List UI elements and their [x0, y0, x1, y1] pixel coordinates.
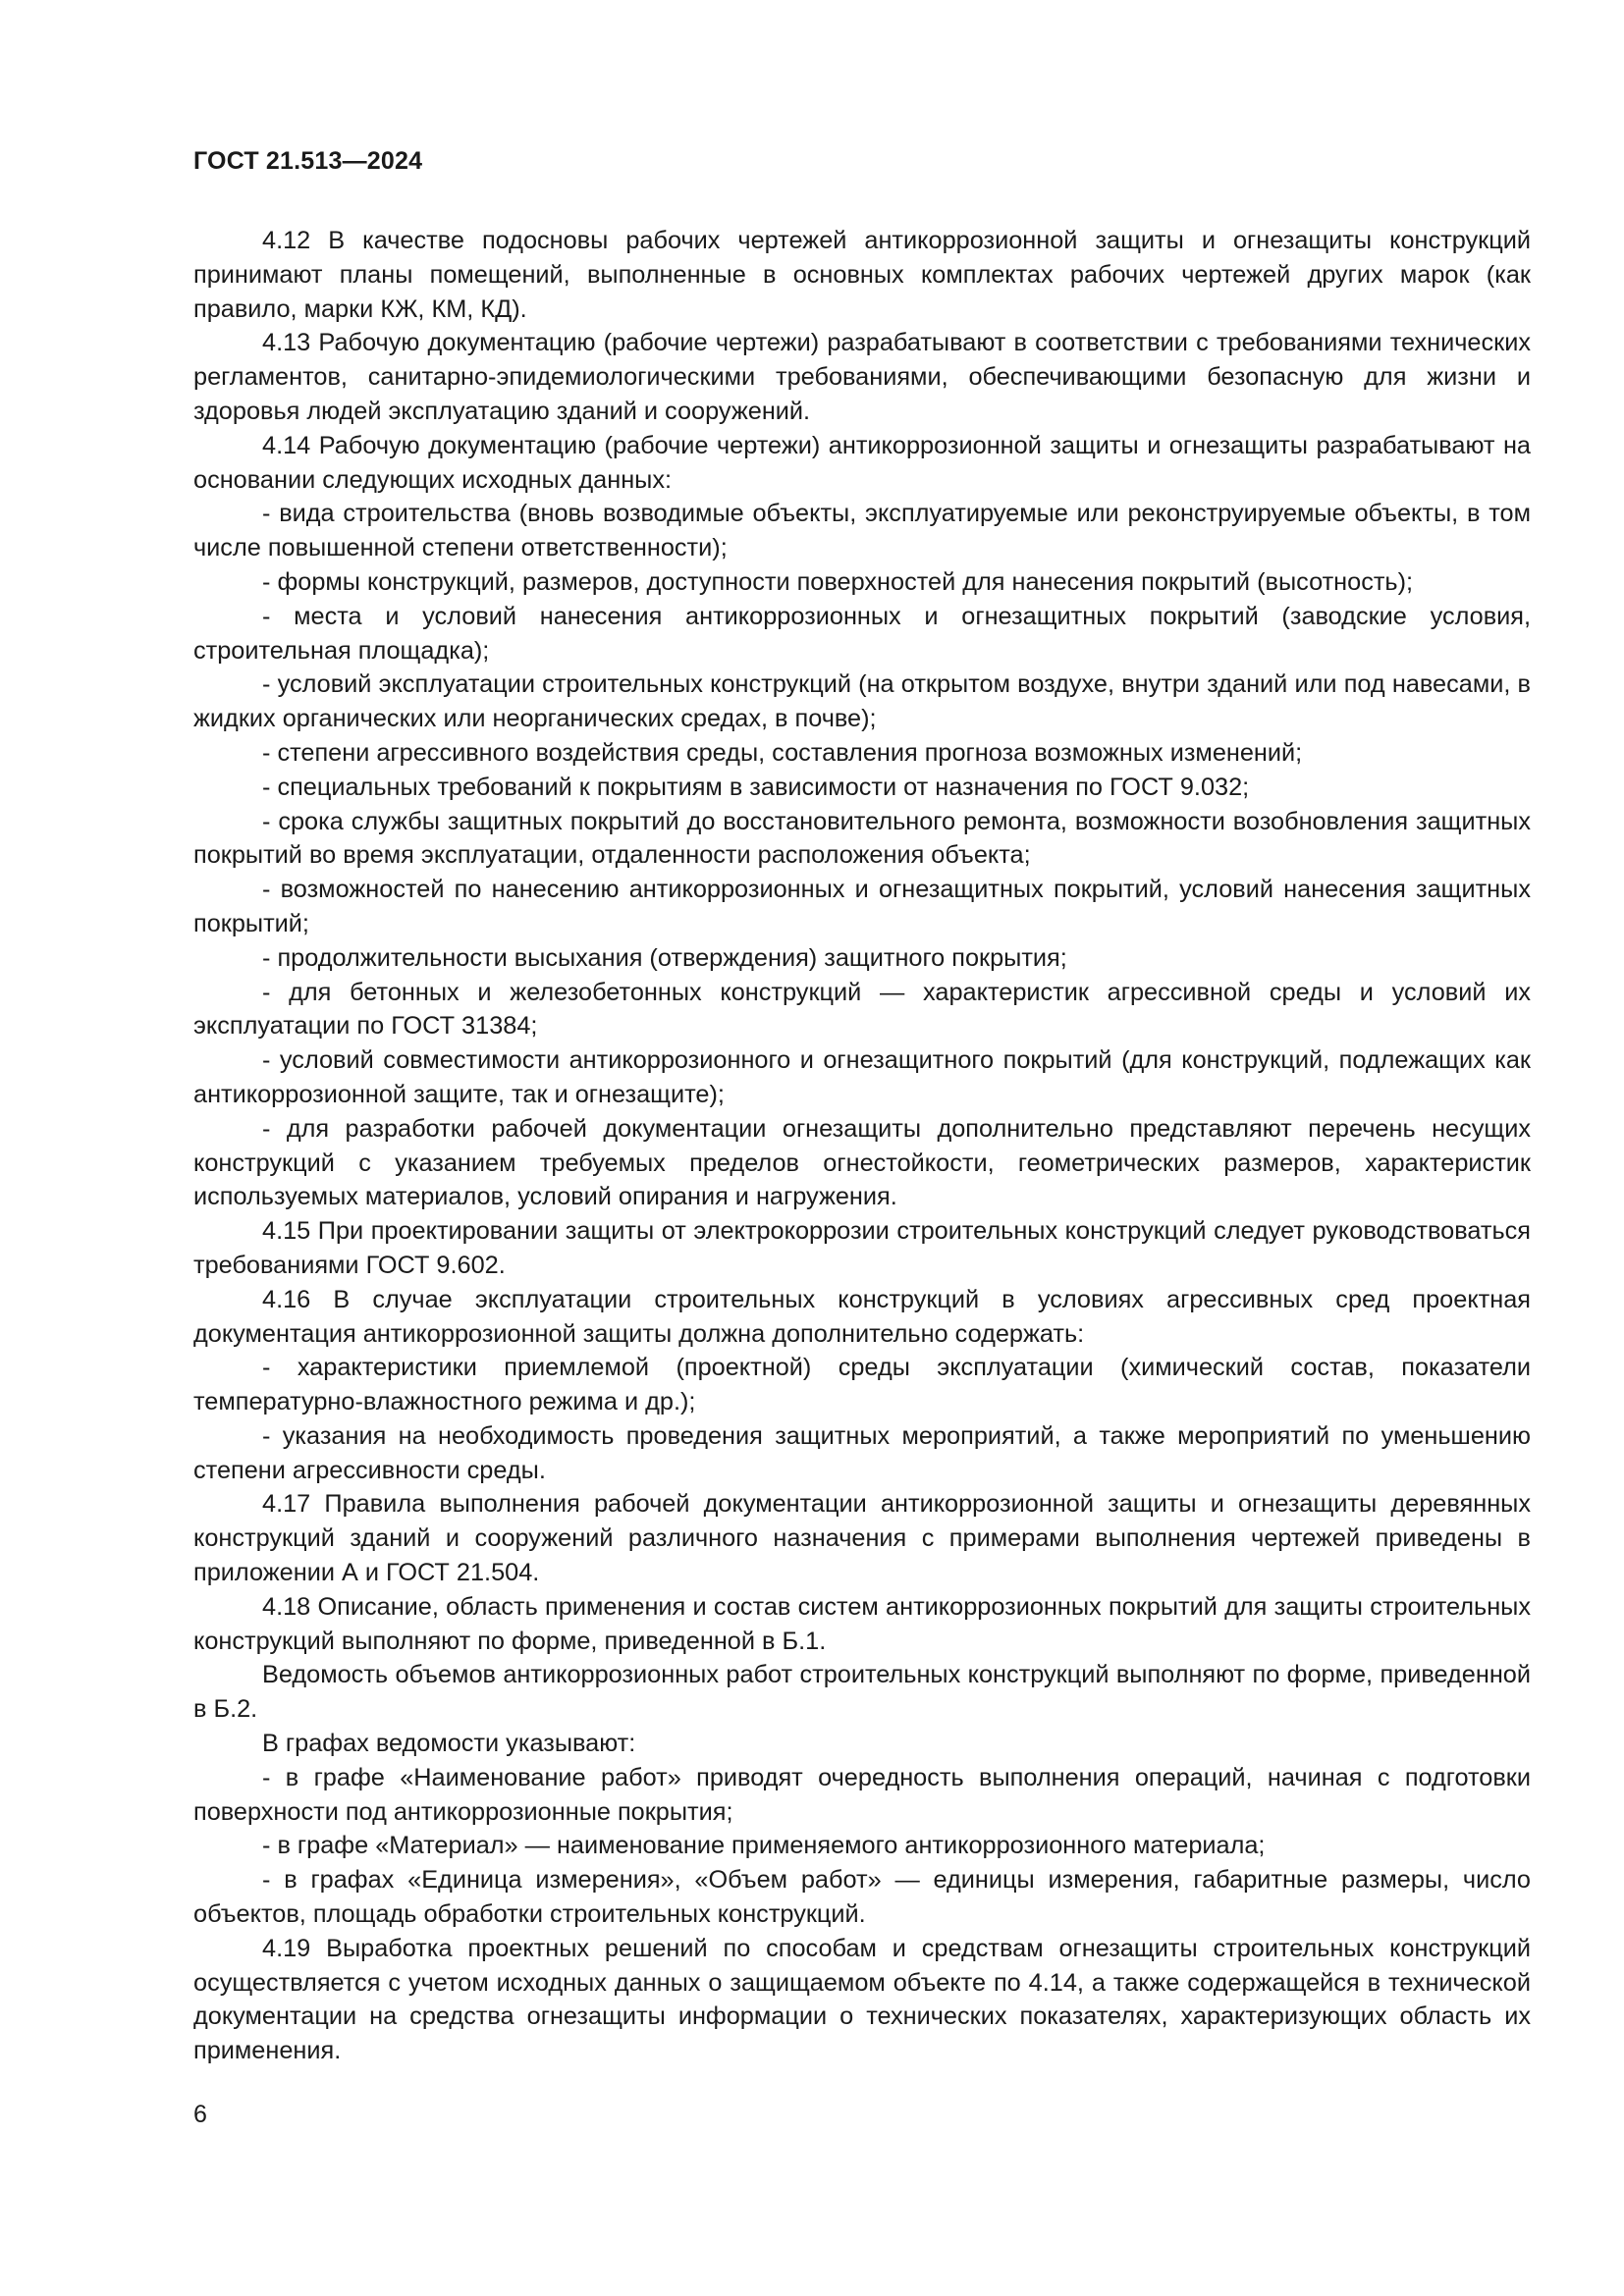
body-paragraph: - в графе «Материал» — наименование применяемого антикоррозионного материала;	[262, 1832, 1266, 1860]
body-paragraph: - указания на необходимость проведения защитных мероприятий, а также мероприятий по уменьшению степени агрессивности среды.	[193, 1421, 1531, 1484]
body-paragraph: 4.12 В качестве подосновы рабочих чертежей антикоррозионной защиты и огнезащиты конструкций принимают планы помещений, выполненные в основных комплектах рабочих чертежей других марок (как правило, марки КЖ, КМ, КД).	[193, 227, 1531, 323]
body-paragraph: 4.18 Описание, область применения и состав систем антикоррозионных покрытий для защиты строительных конструкций выполняют по форме, приведенной в Б.1.	[193, 1592, 1531, 1655]
body-paragraph: - условий совместимости антикоррозионного и огнезащитного покрытий (для конструкций, подлежащих как антикоррозионной защите, так и огнезащите);	[193, 1046, 1531, 1108]
body-paragraph: - возможностей по нанесению антикоррозионных и огнезащитных покрытий, условий нанесения защитных покрытий;	[193, 876, 1531, 937]
body-paragraph: - вида строительства (вновь возводимые объекты, эксплуатируемые или реконструируемые объекты, в том числе повышенной степени ответственности);	[193, 500, 1531, 562]
body-paragraph: - срока службы защитных покрытий до восстановительного ремонта, возможности возобновления защитных покрытий во время эксплуатации, отдаленности расположения объекта;	[193, 807, 1531, 870]
body-paragraph: - в графе «Наименование работ» приводят очередность выполнения операций, начиная с подготовки поверхности под антикоррозионные покрытия;	[193, 1763, 1531, 1826]
body-paragraph: 4.16 В случае эксплуатации строительных конструкций в условиях агрессивных сред проектная документация антикоррозионной защиты должна дополнительно содержать:	[193, 1285, 1531, 1348]
body-paragraph: - условий эксплуатации строительных конструкций (на открытом воздухе, внутри зданий или под навесами, в жидких органических или неорганических средах, в почве);	[193, 670, 1531, 733]
document-body	[193, 224, 1531, 2068]
body-paragraph: - продолжительности высыхания (отверждения) защитного покрытия;	[262, 943, 1067, 972]
body-paragraph: 4.17 Правила выполнения рабочей документации антикоррозионной защиты и огнезащиты деревянных конструкций зданий и сооружений различного назначения с примерами выполнения чертежей приведены в приложении А и ГОСТ 21.504.	[193, 1490, 1531, 1587]
body-paragraph: - для разработки рабочей документации огнезащиты дополнительно представляют перечень несущих конструкций с указанием требуемых пределов огнестойкости, геометрических размеров, характеристик используемых материалов, условий опирания и нагружения.	[193, 1114, 1531, 1211]
body-paragraph: - формы конструкций, размеров, доступности поверхностей для нанесения покрытий (высотность);	[262, 567, 1414, 596]
body-paragraph: В графах ведомости указывают:	[262, 1730, 636, 1758]
body-paragraph: - для бетонных и железобетонных конструкций — характеристик агрессивной среды и условий их эксплуатации по ГОСТ 31384;	[193, 978, 1531, 1041]
body-paragraph: Ведомость объемов антикоррозионных работ строительных конструкций выполняют по форме, приведенной в Б.2.	[193, 1661, 1531, 1724]
body-paragraph: - степени агрессивного воздействия среды, составления прогноза возможных изменений;	[262, 738, 1303, 767]
body-paragraph: 4.14 Рабочую документацию (рабочие чертежи) антикоррозионной защиты и огнезащиты разрабатывают на основании следующих исходных данных:	[193, 431, 1531, 494]
body-paragraph: 4.19 Выработка проектных решений по способам и средствам огнезащиты строительных конструкций осуществляется с учетом исходных данных о защищаемом объекте по 4.14, а также содержащейся в технической документации на средства огнезащиты информации о технических показателях, характеризующих область их применения.	[193, 1934, 1531, 2065]
body-paragraph: - в графах «Единица измерения», «Объем работ» — единицы измерения, габаритные размеры, число объектов, площадь обработки строительных конструкций.	[193, 1866, 1531, 1929]
body-paragraph: - специальных требований к покрытиям в зависимости от назначения по ГОСТ 9.032;	[262, 773, 1250, 801]
body-paragraph: 4.15 При проектировании защиты от электрокоррозии строительных конструкций следует руководствоваться требованиями ГОСТ 9.602.	[193, 1217, 1531, 1279]
body-paragraph: 4.13 Рабочую документацию (рабочие чертежи) разрабатывают в соответствии с требованиями технических регламентов, санитарно-эпидемиологическими требованиями, обеспечивающими безопасную для жизни и здоровья людей эксплуатацию зданий и сооружений.	[193, 329, 1531, 425]
document-code-header: ГОСТ 21.513—2024	[193, 147, 423, 175]
body-paragraph: - характеристики приемлемой (проектной) среды эксплуатации (химический состав, показатели температурно-влажностного режима и др.);	[193, 1354, 1531, 1416]
body-paragraph: - места и условий нанесения антикоррозионных и огнезащитных покрытий (заводские условия, строительная площадка);	[193, 602, 1531, 665]
page-number: 6	[193, 2101, 207, 2128]
